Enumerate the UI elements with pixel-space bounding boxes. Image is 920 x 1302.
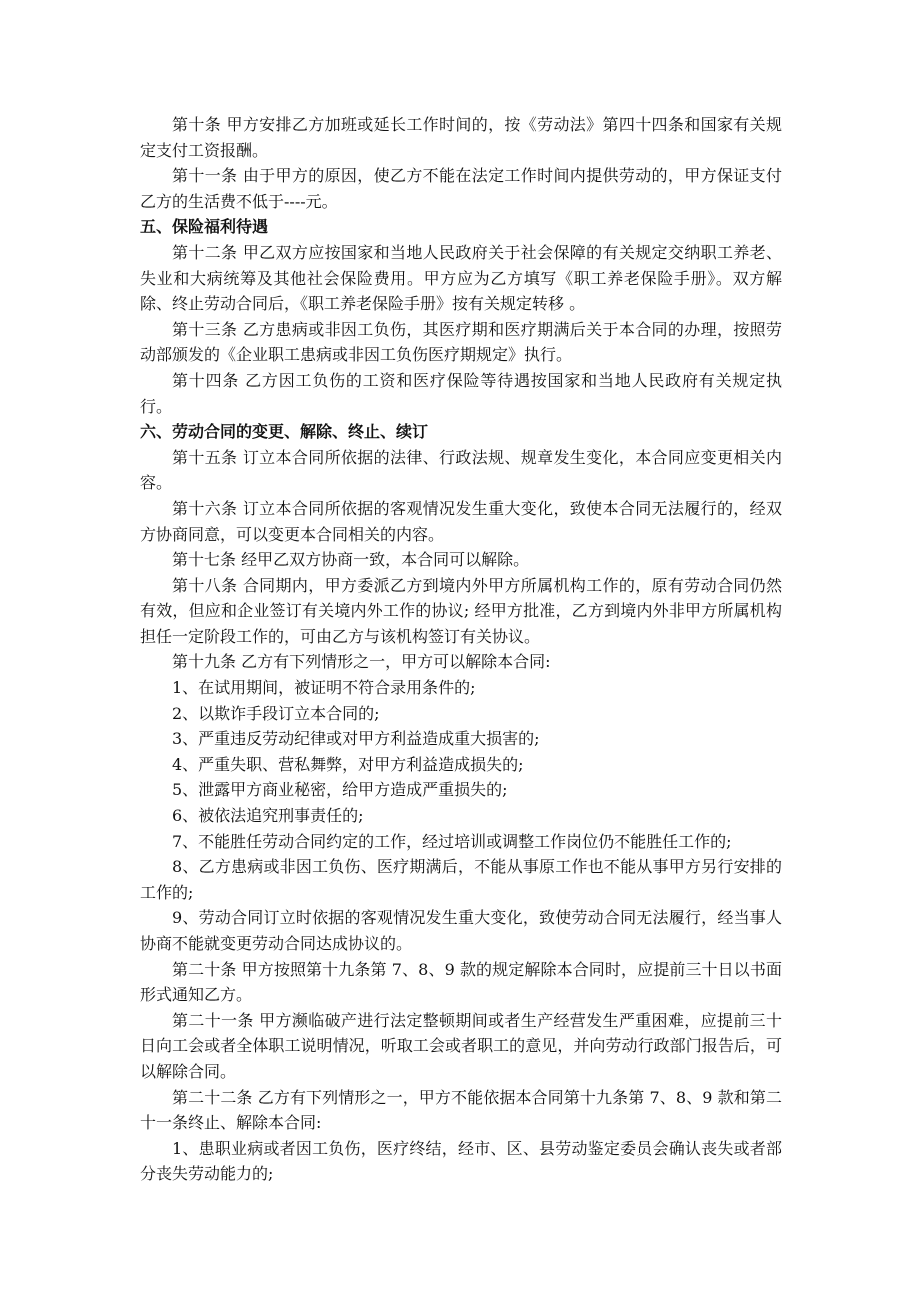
clause-paragraph: 第十八条 合同期内，甲方委派乙方到境内外甲方所属机构工作的，原有劳动合同仍然有效，但应和企业签订有关境内外工作的协议; 经甲方批准，乙方到境内外非甲方所属机构担任一定阶段工作的，可由乙方与该机构签订有关协议。 [140, 575, 782, 646]
list-item: 1、患职业病或者因工负伤，医疗终结，经市、区、县劳动鉴定委员会确认丧失或者部分丧失劳动能力的; [140, 1138, 782, 1184]
list-item: 4、严重失职、营私舞弊，对甲方利益造成损失的; [172, 754, 524, 774]
list-item: 6、被依法追究刑事责任的; [172, 806, 364, 826]
clause-paragraph: 第十条 甲方安排乙方加班或延长工作时间的，按《劳动法》第四十四条和国家有关规定支付工资报酬。 [140, 115, 782, 160]
clause-paragraph: 第二十条 甲方按照第十九条第 7、8、9 款的规定解除本合同时，应提前三十日以书面形式通知乙方。 [140, 959, 782, 1005]
contract-page [140, 112, 782, 1187]
list-item: 1、在试用期间，被证明不符合录用条件的; [172, 678, 476, 698]
list-item: 8、乙方患病或非因工负伤、医疗期满后，不能从事原工作也不能从事甲方另行安排的工作的; [140, 857, 782, 902]
clause-paragraph: 第二十二条 乙方有下列情形之一，甲方不能依据本合同第十九条第 7、8、9 款和第二十一条终止、解除本合同: [140, 1087, 782, 1133]
clause-paragraph: 第十七条 经甲乙双方协商一致，本合同可以解除。 [172, 550, 530, 570]
list-item: 7、不能胜任劳动合同约定的工作，经过培训或调整工作岗位仍不能胜任工作的; [172, 831, 732, 851]
clause-paragraph: 第十一条 由于甲方的原因，使乙方不能在法定工作时间内提供劳动的，甲方保证支付乙方的生活费不低于----元。 [140, 166, 782, 211]
section-heading: 六、劳动合同的变更、解除、终止、续订 [140, 422, 429, 442]
clause-paragraph: 第十三条 乙方患病或非因工负伤，其医疗期和医疗期满后关于本合同的办理，按照劳动部颁发的《企业职工患病或非因工负伤医疗期规定》执行。 [140, 319, 782, 365]
clause-paragraph: 第十五条 订立本合同所依据的法律、行政法规、规章发生变化，本合同应变更相关内容。 [140, 447, 782, 493]
list-item: 2、以欺诈手段订立本合同的; [172, 703, 380, 723]
clause-paragraph: 第二十一条 甲方濒临破产进行法定整顿期间或者生产经营发生严重困难，应提前三十日向工会或者全体职工说明情况，听取工会或者职工的意见，并向劳动行政部门报告后，可以解除合同。 [140, 1010, 782, 1081]
clause-paragraph: 第十四条 乙方因工负伤的工资和医疗保险等待遇按国家和当地人民政府有关规定执行。 [140, 370, 782, 416]
list-item: 3、严重违反劳动纪律或对甲方利益造成重大损害的; [172, 729, 540, 749]
clause-paragraph: 第十二条 甲乙双方应按国家和当地人民政府关于社会保障的有关规定交纳职工养老、失业和大病统筹及其他社会保险费用。甲方应为乙方填写《职工养老保险手册》。双方解除、终止劳动合同后，《职工养老保险手册》按有关规定转移 。 [140, 242, 782, 314]
clause-paragraph: 第十六条 订立本合同所依据的客观情况发生重大变化，致使本合同无法履行的，经双方协商同意，可以变更本合同相关的内容。 [140, 498, 782, 544]
section-heading: 五、保险福利待遇 [140, 217, 269, 237]
clause-paragraph: 第十九条 乙方有下列情形之一，甲方可以解除本合同: [172, 652, 551, 672]
list-item: 5、泄露甲方商业秘密，给甲方造成严重损失的; [172, 780, 508, 800]
list-item: 9、劳动合同订立时依据的客观情况发生重大变化，致使劳动合同无法履行，经当事人协商不能就变更劳动合同达成协议的。 [140, 908, 782, 953]
